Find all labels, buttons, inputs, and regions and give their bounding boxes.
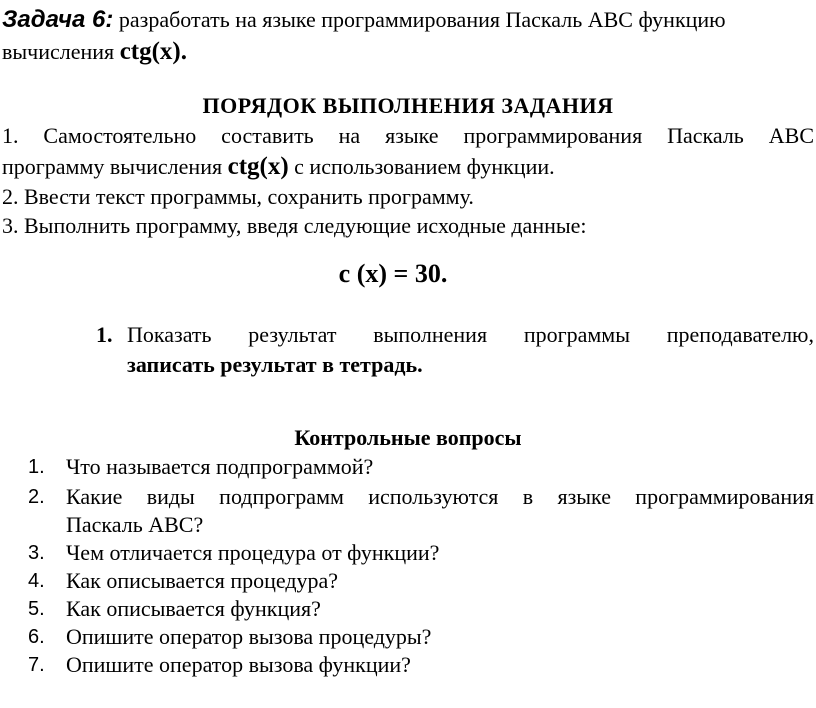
step-1-text: программу вычисления bbox=[2, 154, 228, 179]
numbered-item-number: 1. bbox=[96, 322, 113, 347]
questions-title: Контрольные вопросы bbox=[294, 425, 522, 450]
numbered-item-line-1: Показать результат выполнения программы преподавателю, bbox=[127, 322, 814, 347]
question-text: Как описывается процедура? bbox=[66, 568, 339, 593]
question-number: 5. bbox=[28, 598, 45, 620]
step-3: 3. Выполнить программу, введя следующие исходные данные: bbox=[2, 213, 587, 238]
question-text: Как описывается функция? bbox=[66, 596, 321, 621]
task-line-2 bbox=[2, 38, 814, 66]
question-number: 3. bbox=[28, 542, 45, 564]
question-text-line-2: Паскаль ABC? bbox=[66, 512, 204, 537]
question-number: 7. bbox=[28, 654, 45, 676]
step-1-text-after: с использованием функции. bbox=[288, 154, 555, 179]
task-description-continued: вычисления bbox=[2, 39, 120, 64]
step-1-line-2 bbox=[2, 153, 814, 181]
question-text: Что называется подпрограммой? bbox=[66, 454, 374, 479]
question-text-line-1: Какие виды подпрограмм используются в языке программирования bbox=[66, 484, 814, 509]
task-label: Задача 6: bbox=[2, 6, 114, 33]
question-number: 4. bbox=[28, 570, 45, 592]
step-1-line-1: 1. Самостоятельно составить на языке программирования Паскаль ABC bbox=[2, 123, 814, 148]
task-description: разработать на языке программирования Паскаль ABC функцию bbox=[113, 7, 726, 32]
input-formula: c (x) = 30. bbox=[338, 259, 448, 288]
step-1-function-name: ctg(x) bbox=[227, 153, 289, 180]
question-number: 1. bbox=[28, 456, 45, 478]
step-2: 2. Ввести текст программы, сохранить программу. bbox=[2, 184, 474, 209]
procedure-heading: ПОРЯДОК ВЫПОЛНЕНИЯ ЗАДАНИЯ bbox=[202, 93, 614, 118]
task-function-name: ctg(x). bbox=[119, 38, 188, 65]
numbered-item bbox=[96, 321, 814, 381]
question-number: 2. bbox=[28, 486, 45, 508]
question-text: Опишите оператор вызова процедуры? bbox=[66, 624, 432, 649]
numbered-item-line-2: записать результат в тетрадь. bbox=[127, 352, 423, 377]
question-number: 6. bbox=[28, 626, 45, 648]
question-text: Опишите оператор вызова функции? bbox=[66, 652, 411, 677]
question-text: Чем отличается процедура от функции? bbox=[66, 540, 440, 565]
task-line-1 bbox=[2, 6, 814, 34]
